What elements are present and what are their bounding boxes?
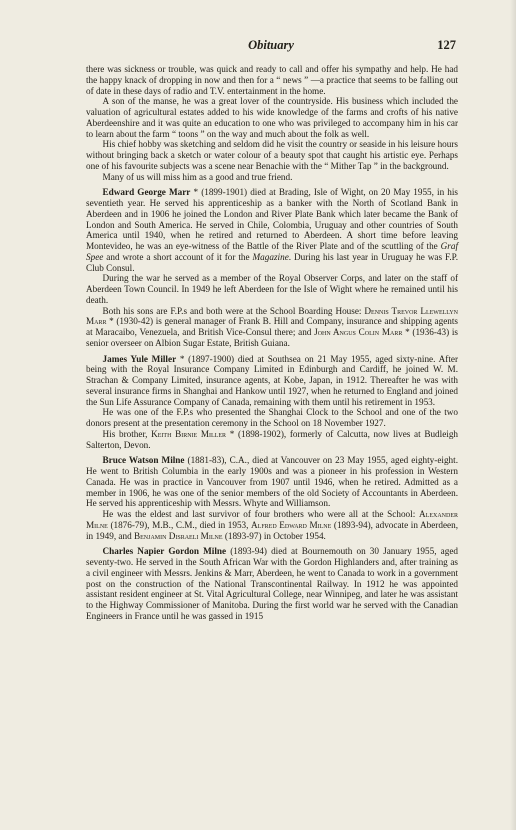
relative-name: Keith Birnie Miller <box>151 428 227 439</box>
obituary-text: * (1899-1901) died at Brading, Isle of Wight, on 20 May 1955, in his seventieth year. He served his apprenticeship as a banker with the North of Scotland Bank in Aberdeen and in 1906 he joined the London and River Plate Bank which later became the Bank of London and South America. He served in Chile, Colombia, Uruguay and other countries of South America until 1940, when he retired and returned to Aberdeen. A short time before leaving Montevideo, he was an eye-witness of the Battle of the River Plate and of the scuttling of the <box>86 187 458 251</box>
carryover-paragraph-2: A son of the manse, he was a great lover of the countryside. His business which included the valuation of agricultural estates added to his wide knowledge of the farms and crofts of his native Aberdeenshire and it was quite an education to one who was privileged to accompany him in his car to learn about the farm “ toons ” on the way and much about the folk as well. <box>86 96 458 139</box>
relative-name: John Angus Colin Marr <box>314 327 403 337</box>
obituary-text: His brother, <box>102 428 148 439</box>
page-number: 127 <box>437 38 456 52</box>
relative-name: Dennis Trevor Llewellyn Marr <box>86 305 459 327</box>
miller-paragraph-3 <box>86 429 458 451</box>
relative-name: Alfred Edward Milne <box>251 519 332 530</box>
obituary-name: Edward George Marr <box>102 187 191 198</box>
obituary-name: James Yule Miller <box>102 353 177 364</box>
obituary-text: and wrote a short account of it for the <box>106 251 250 262</box>
obituary-name: Bruce Watson Milne <box>102 455 185 466</box>
marr-paragraph-3 <box>86 306 458 349</box>
obituary-charles-milne <box>86 546 458 621</box>
page-header <box>86 38 456 52</box>
miller-paragraph-2: He was one of the F.P.s who presented the Shanghai Clock to the School and one of the two donors present at the presentation ceremony in the School on 18 November 1927. <box>86 407 458 428</box>
obituary-text: (1876-79), M.B., C.M., died in 1953, <box>110 519 249 530</box>
running-title: Obituary <box>248 38 294 52</box>
carryover-paragraph-4: Many of us will miss him as a good and true friend. <box>102 171 293 182</box>
obituary-text: Both his sons are F.P.s and both were at the School Boarding House: <box>102 305 362 316</box>
obituary-text: * (1898-1902), formerly of Calcutta, now lives at Budleigh Salterton, Devon. <box>86 428 459 450</box>
obituary-text: (1881-83), C.A., died at Vancouver on 23 May 1955, aged eighty-eight. He went to British Columbia in the early 1900s and was a pioneer in his profession in Western Canada. He was in practice in Vancouver from 1907 until 1946, when he retired. Admitted as a member in 1906, he was one of the senior members of the old Society of Accountants in Aberdeen. He served his apprenticeship with Messrs. Whyte and Williamson. <box>86 455 458 509</box>
relative-name: Benjamin Disraeli Milne <box>133 530 223 541</box>
carryover-paragraph-3: His chief hobby was sketching and seldom did he visit the country or seaside in his leisure hours without bringing back a sketch or water colour of a beauty spot that caught his artistic eye. Perhaps one of his favourite subjects was a scene near Benachie with the “ Mither Tap ” in the background. <box>86 139 458 171</box>
obituary-text: * (1897-1900) died at Southsea on 21 May 1955, aged sixty-nine. After being with the Royal Insurance Company Limited in Edinburgh and Cardiff, he joined W. M. Strachan & Company Limited, insurance agents, at Kobe, Japan, in 1912. Thereafter he was with several insurance firms in Shanghai and Hankow until 1927, when he returned to England and joined the Sun Life Assurance Company of Canada, remaining with them until his retirement in 1953. <box>86 353 459 407</box>
page-body <box>86 64 458 622</box>
scan-edge-shadow <box>510 0 516 830</box>
obituary-text: * (1930-42) is general manager of Frank B. Hill and Company, insurance and shipping agents at Maracaibo, Venezuela, and British Vice-Consul there; and <box>86 316 458 337</box>
obituary-text: (1893-94) died at Bournemouth on 30 January 1955, aged seventy-two. He served in the South African War with the Gordon Highlanders and, after training as a civil engineer with Messrs. Jenkins & Marr, Aberdeen, he went to Canada to work in a government post on the construction of the National Transcontinental Railway. In 1912 he was appointed assistant resident engineer at St. Vital Agricultural College, near Winnipeg, and later he was assistant to the Highway Commissioner of Manitoba. During the first world war he served with the Canadian Engineers in France until he was gassed in 1915 <box>86 546 458 621</box>
relative-name: Alexander Milne <box>86 509 459 530</box>
ship-name: Graf Spee <box>86 241 459 262</box>
obituary-miller <box>86 354 458 408</box>
obituary-text: . During his last year in Uruguay he was F.P. Club Consul. <box>86 251 459 273</box>
obituary-text: (1893-97) in October 1954. <box>224 530 326 541</box>
magazine-name: Magazine <box>252 251 289 262</box>
obituary-name: Charles Napier Gordon Milne <box>102 546 227 557</box>
obituary-text: * (1936-43) is senior overseer on Albion Sugar Estate, British Guiana. <box>86 327 458 348</box>
obituary-text: He was the eldest and last survivor of four brothers who were all at the School: <box>102 509 416 519</box>
carryover-paragraph-1: there was sickness or trouble, was quick and ready to call and offer his sympathy and help. He had the happy knack of dropping in now and then for a “ news ” —a practice that seems to be falling out of date in these days of radio and T.V. entertainment in the home. <box>86 64 458 96</box>
obituary-text: (1893-94), advocate in Aberdeen, in 1949, and <box>86 519 459 541</box>
marr-paragraph-2: During the war he served as a member of the Royal Observer Corps, and later on the staff of Aberdeen Town Council. In 1949 he left Aberdeen for the Isle of Wight where he remained until his death. <box>86 273 458 305</box>
obituary-bruce-milne <box>86 455 458 509</box>
obituary-marr <box>86 187 458 273</box>
bruce-paragraph-2 <box>86 509 458 541</box>
